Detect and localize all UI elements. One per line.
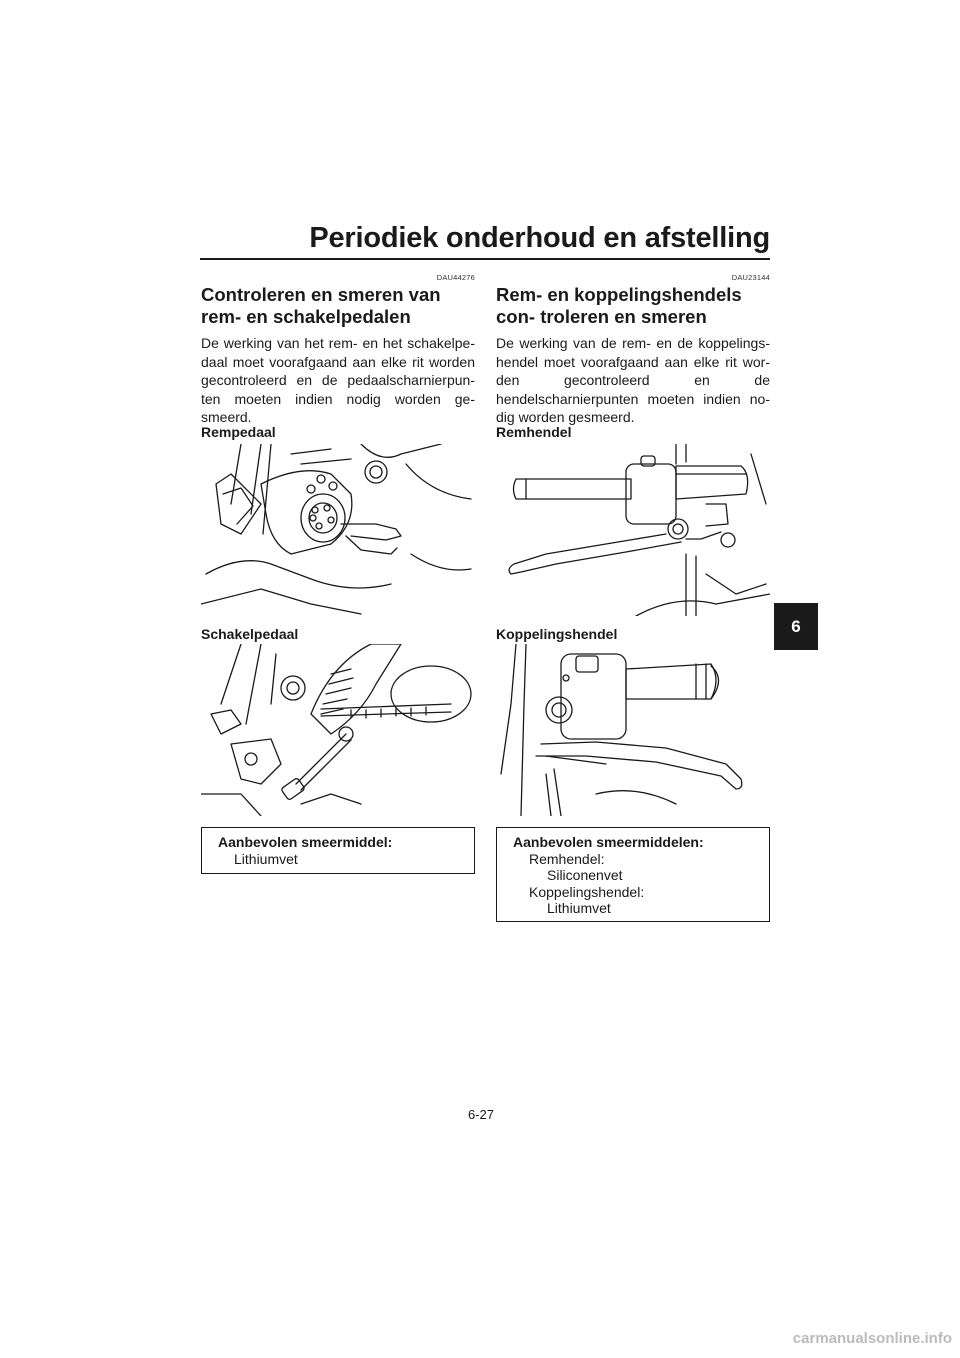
clutch-lever-lubricant-label: Koppelingshendel: <box>529 883 645 900</box>
body-text: De werking van het rem- en het schakelpe- daal moet voorafgaand aan elke rit worden gecontroleerd en de pedaalscharnierpun- ten moeten indien nodig worden ge- smeerd. <box>201 335 475 425</box>
brake-lever-lubricant-label: Remhendel: <box>529 850 605 867</box>
brake-lever-lubricant-value: Siliconenvet <box>547 867 623 883</box>
watermark: carmanualsonline.info <box>792 1330 952 1347</box>
header-rule <box>200 258 770 260</box>
figure-label-shift-pedal: Schakelpedaal <box>201 626 299 642</box>
clutch-lever-illustration <box>496 644 770 816</box>
figure-label-brake-lever: Remhendel <box>496 424 572 440</box>
chapter-tab: 6 <box>774 603 818 650</box>
lubricant-title: Aanbevolen smeermiddel: <box>218 834 393 850</box>
page-number: 6-27 <box>467 1107 495 1122</box>
body-text: De werking van de rem- en de koppelings- hendel moet voorafgaand aan elke rit wor- den gecontroleerd en de hendelscharnierpunten moeten indien no- dig worden gesmeerd. <box>496 335 770 425</box>
lubricants-title: Aanbevolen smeermiddelen: <box>513 834 704 850</box>
page-title: Periodiek onderhoud en afstelling <box>309 222 770 254</box>
clutch-lever-lubricant-value: Lithiumvet <box>547 900 611 916</box>
brake-lever-illustration <box>496 444 770 616</box>
lubricant-box <box>201 827 475 874</box>
section-heading: Controleren en smeren van rem- en schakelpedalen <box>201 284 441 327</box>
doc-code: DAU23144 <box>731 273 770 282</box>
figure-label-clutch-lever: Koppelingshendel <box>496 626 618 642</box>
section-heading: Rem- en koppelingshendels con- troleren en smeren <box>496 284 742 327</box>
doc-code: DAU44276 <box>436 273 475 282</box>
lubricants-box <box>496 827 770 922</box>
brake-pedal-illustration <box>201 444 475 616</box>
shift-pedal-illustration <box>201 644 475 816</box>
lubricant-value: Lithiumvet <box>234 850 298 867</box>
right-column <box>496 273 770 427</box>
figure-label-brake-pedal: Rempedaal <box>201 424 276 440</box>
left-column <box>201 273 475 427</box>
